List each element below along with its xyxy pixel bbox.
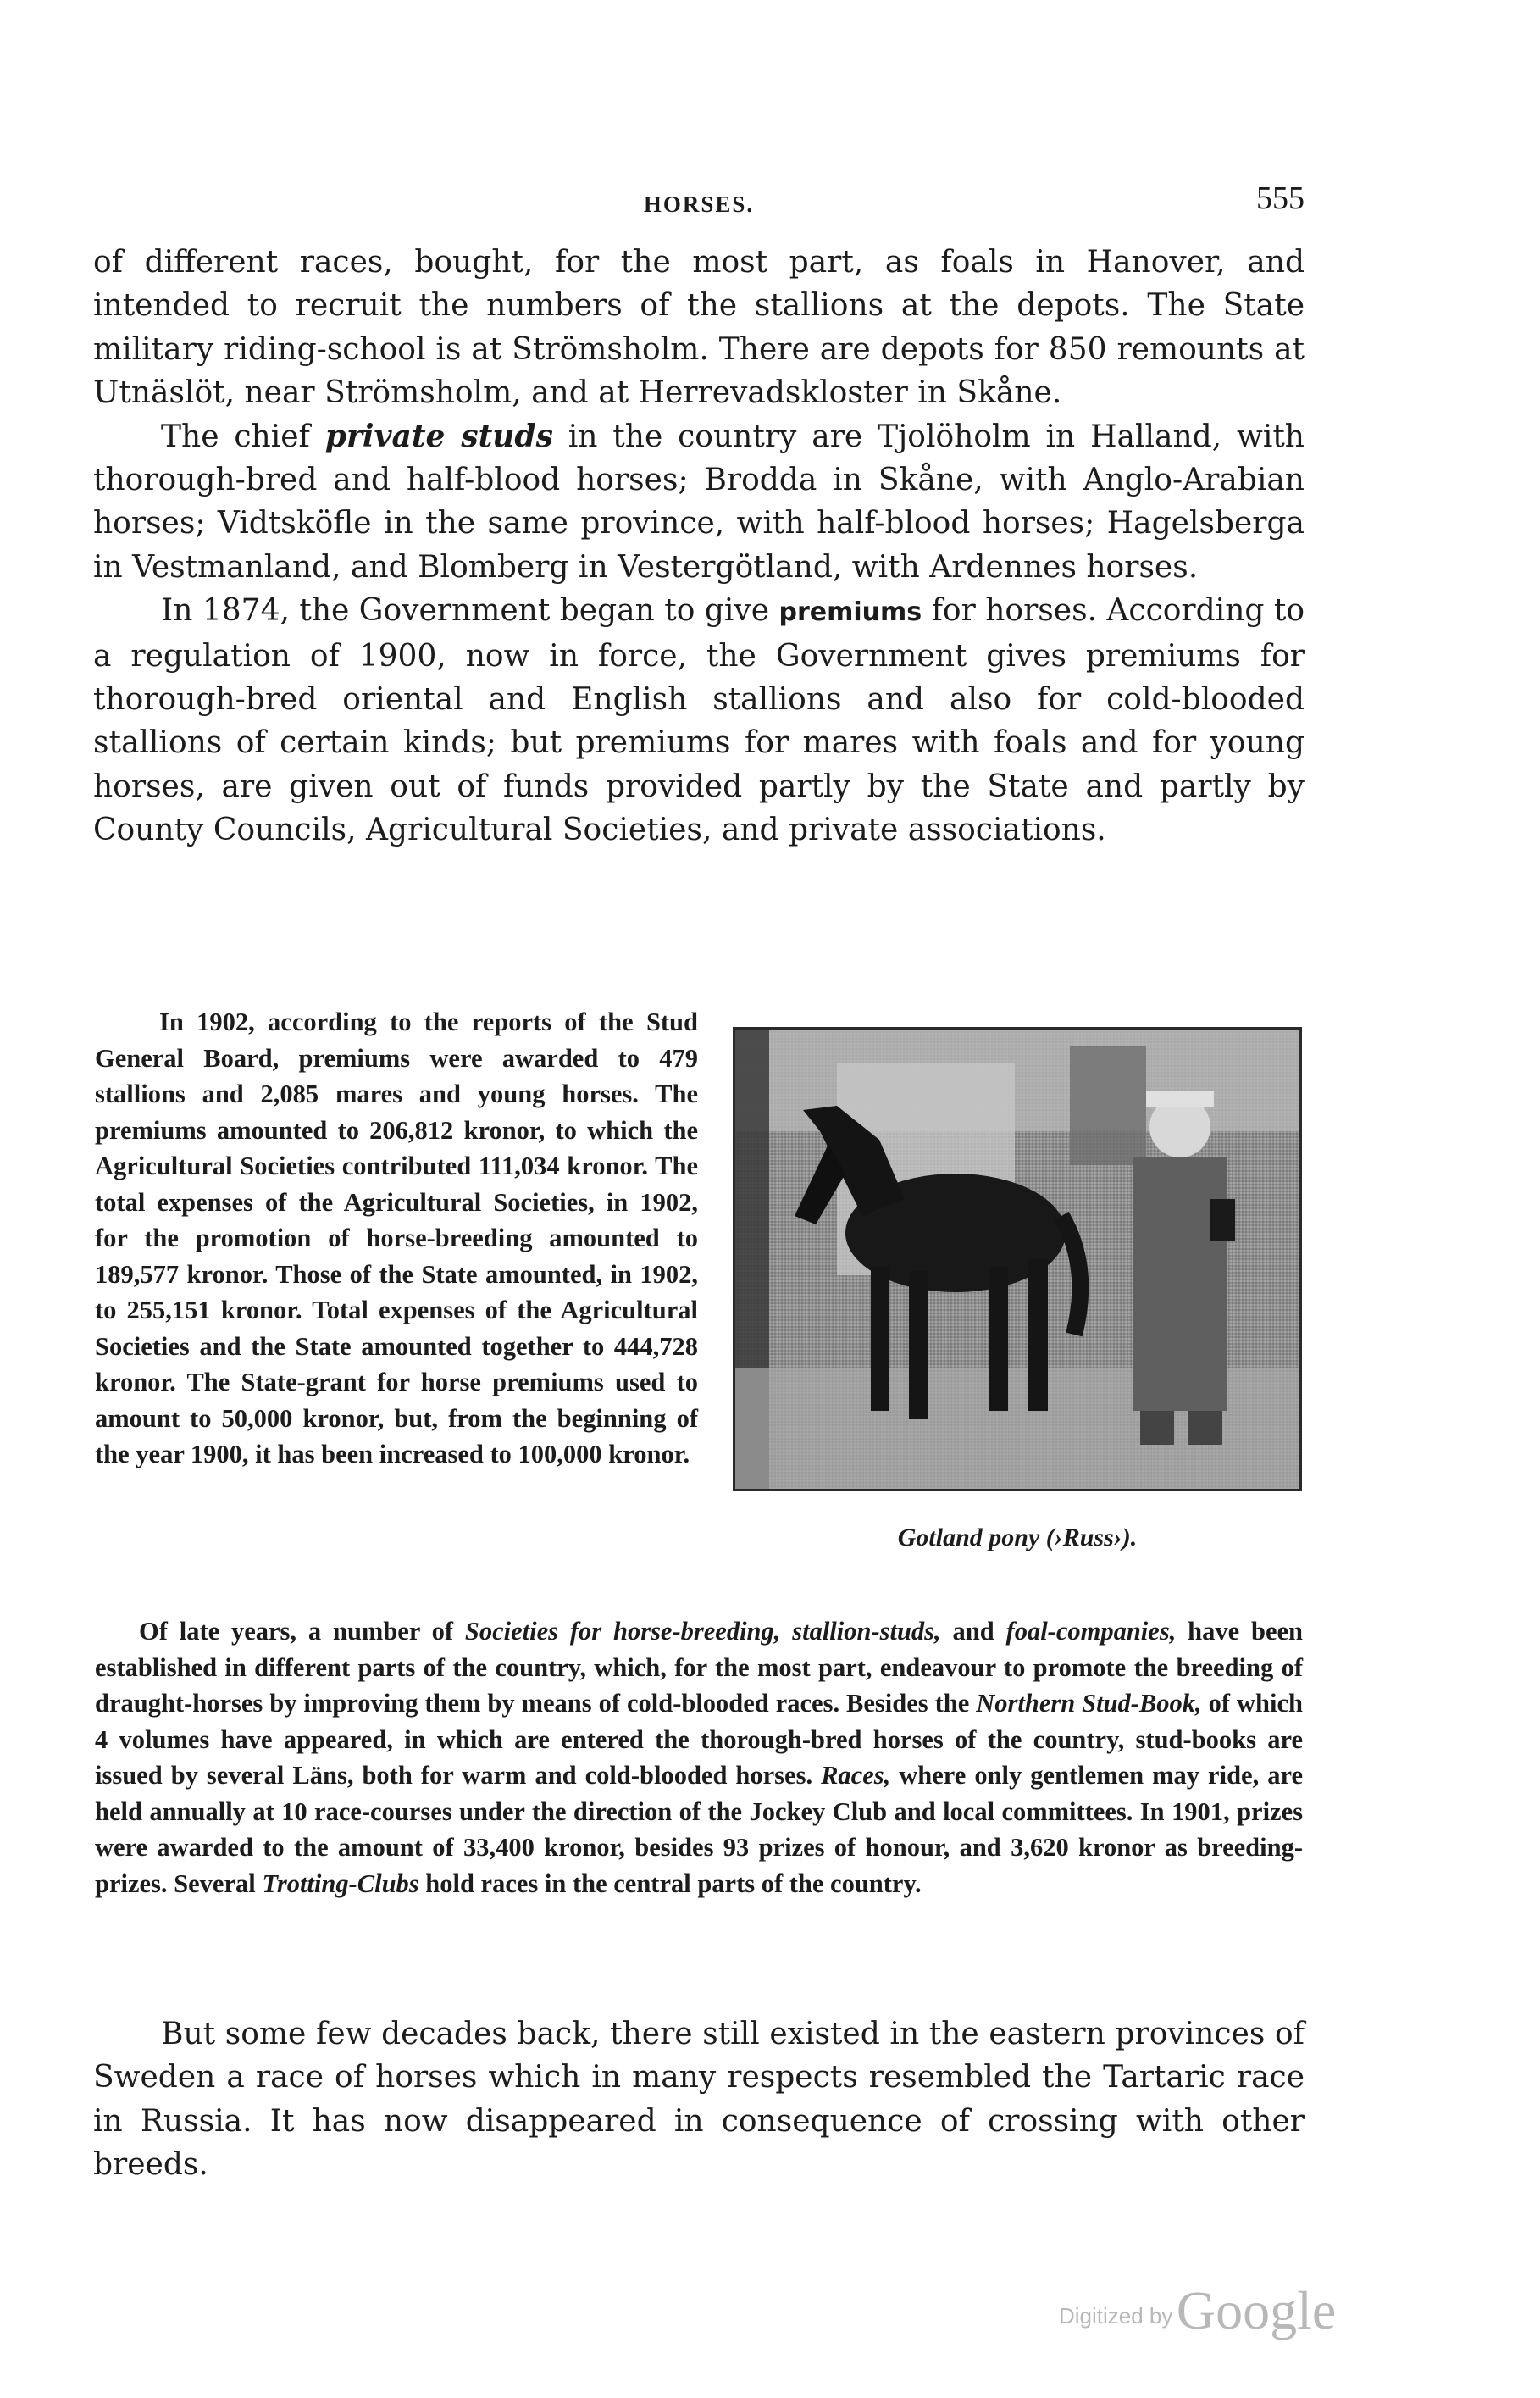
trotting-clubs-emphasis: Trotting-Clubs [262, 1868, 419, 1898]
para3-start: In 1874, the Government began to give [161, 593, 779, 629]
paragraph-tartaric-race: But some few decades back, there still existed in the eastern provinces of Sweden a race of horses which in many respects resembled the Tartaric race in Russia. It has now disappeared in consequence of crossing with other breeds. [93, 2017, 1305, 2183]
stud-book-emphasis: Northern Stud-Book, [976, 1689, 1202, 1718]
private-studs-emphasis: private studs [324, 418, 553, 454]
para2-start: The chief [161, 419, 325, 454]
races-emphasis: Races, [821, 1761, 891, 1790]
small2-t3: have been established in different parts of the country, which, for the most part, endeavour to promote the breeding of draught-horses by improving them by means of cold-blooded races. Besides the [95, 1617, 1304, 1718]
watermark-digitized-by: Digitized by [1059, 2303, 1173, 2329]
paragraph-depots: of different races, bought, for the most part, as foals in Hanover, and intended to recruit the numbers of the stallions at the depots. The State military riding-school is at Strömsholm. There are depots for 850 remounts at Utnäslöt, near Strömsholm, and at Herrevadskloster in Skåne. [93, 245, 1305, 411]
para2-rest: in the country are Tjolöholm in Halland, with thorough-bred and half-blood horses; Brodda in Skåne, with Anglo-Arabian horses; Vidtsköfle in the same province, with half-blood horses; Hagelsberga in Vestmanland, and Blomberg in Vestergötland, with Ardennes horses. [93, 419, 1305, 585]
small2-t4: of which 4 volumes have appeared, in which are entered the thorough-bred horses of the country, stud-books are issued by several Läns, both for warm and cold-blooded horses. [95, 1689, 1303, 1790]
small2-t1: Of late years, a number of [139, 1617, 465, 1646]
gotland-pony-photo [733, 1027, 1302, 1491]
figure-caption: Gotland pony (›Russ›). [897, 1524, 1138, 1551]
para3-rest: for horses. According to a regulation of 1900, now in force, the Government gives premiums for thorough-bred oriental and English stallions and also for cold-blooded stallions of certain kinds; but premiums for mares with foals and for young horses, are given out of funds provided partly by the State and partly by County Councils, Agricultural Societies, and private associations. [93, 593, 1305, 848]
premiums-bold: premiums [778, 597, 922, 628]
small-paragraph-statistics: In 1902, according to the reports of the Stud General Board, premiums were awarded to 479 stallions and 2,085 mares and young horses. The premiums amounted to 206,812 kronor, to which the Agricultural Societies contributed 111,034 kronor. The total expenses of the Agricultural Societies, in 1902, for the promotion of horse-breeding amounted to 189,577 kronor. Those of the State amounted, in 1902, to 255,151 kronor. Total expenses of the Agricultural Societies and the State amounted together to 444,728 kronor. The State-grant for horse premiums used to amount to 50,000 kronor, but, from the beginning of the year 1900, it has been increased to 100,000 kronor. [95, 1007, 698, 1468]
paragraph-private-studs [93, 415, 1305, 590]
running-title: HORSES. [643, 192, 755, 217]
watermark [1059, 2279, 1336, 2342]
upper-text [93, 241, 1305, 852]
small2-t5: where only gentlemen may ride, are held annually at 10 race-courses under the direction of the Jockey Club and local committees. In 1901, prizes were awarded to the amount of 33,400 kronor, besides 93 prizes of honour, and 3,620 kronor as breeding-prizes. Several [95, 1761, 1303, 1898]
google-logo: Google [1176, 2280, 1337, 2340]
small-paragraph-societies [95, 1613, 1303, 1901]
page-number: 555 [1256, 180, 1305, 216]
small2-t6: hold races in the central parts of the country. [418, 1868, 922, 1898]
foal-companies-emphasis: foal-companies, [1005, 1617, 1177, 1646]
paragraph-premiums [93, 589, 1305, 852]
small2-t2: and [940, 1617, 1006, 1646]
running-head [93, 180, 1305, 222]
societies-emphasis: Societies for horse-breeding, stallion-studs, [464, 1617, 941, 1646]
figure [733, 1027, 1302, 1552]
